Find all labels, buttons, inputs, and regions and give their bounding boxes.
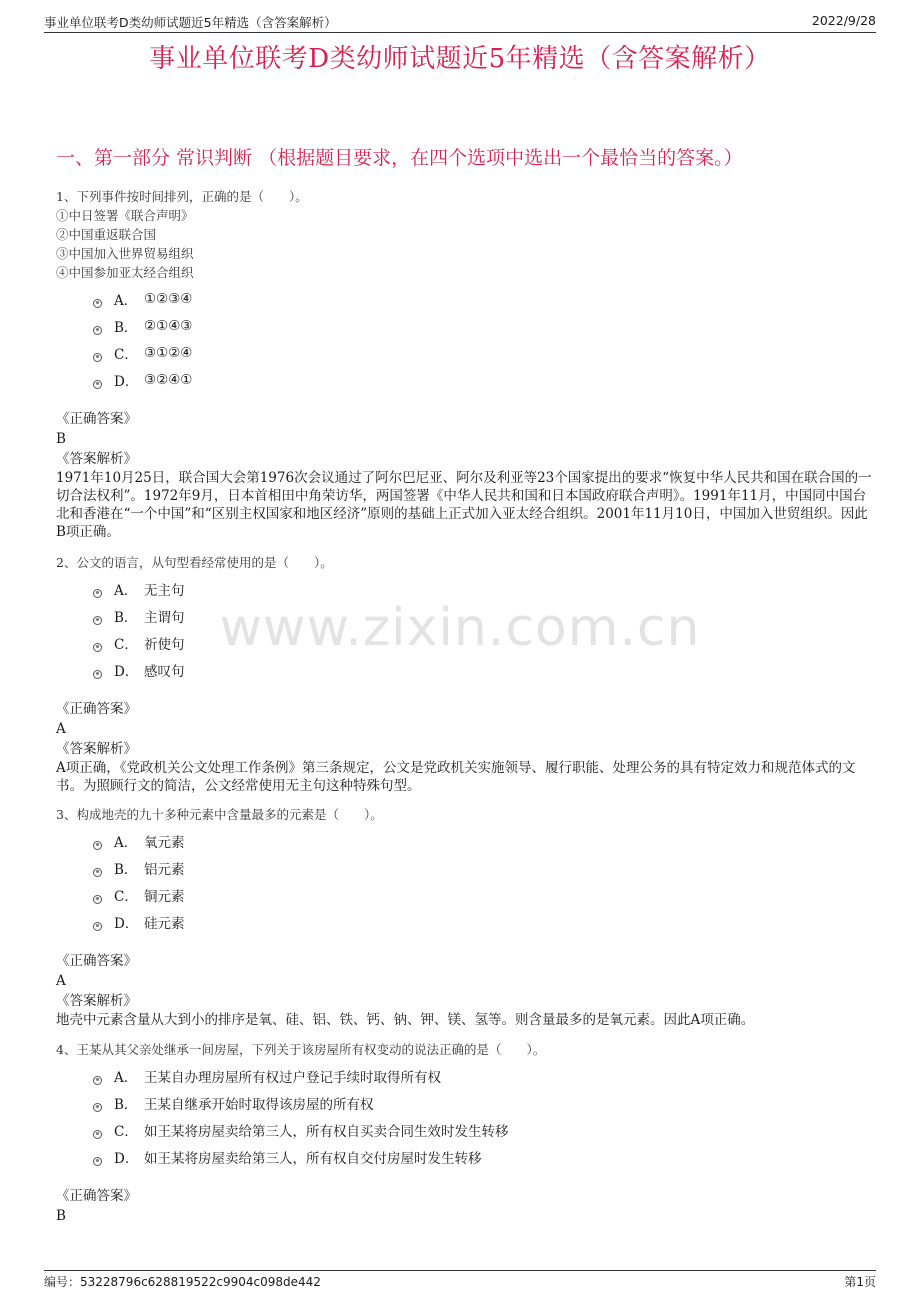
document-title: 事业单位联考D类幼师试题近5年精选（含答案解析） xyxy=(149,44,771,74)
option-key: C． xyxy=(114,888,138,905)
question-text: 1、下列事件按时间排列，正确的是（ ）。 xyxy=(56,189,308,204)
options-list xyxy=(56,285,876,393)
option-text: 硅元素 xyxy=(144,915,185,932)
radio-icon[interactable] xyxy=(93,380,102,389)
option-a[interactable] xyxy=(56,285,876,312)
radio-icon[interactable] xyxy=(93,895,102,904)
option-key: C． xyxy=(114,1123,138,1140)
option-text: ③②④① xyxy=(144,371,193,388)
option-key: C． xyxy=(114,346,138,363)
watermark: www.zixin.com.cn xyxy=(219,598,701,658)
question-1 xyxy=(56,187,876,541)
option-b[interactable] xyxy=(56,312,876,339)
option-key: B． xyxy=(114,1096,138,1113)
option-b[interactable] xyxy=(56,602,876,629)
option-a[interactable] xyxy=(56,1062,876,1089)
page-footer xyxy=(44,1270,876,1289)
analysis-text: 地壳中元素含量从大到小的排序是氧、硅、铝、铁、钙、钠、钾、镁、氢等。则含量最多的是氧元素。因此A项正确。 xyxy=(56,1012,755,1028)
radio-icon[interactable] xyxy=(93,299,102,308)
radio-icon[interactable] xyxy=(93,1076,102,1085)
stem-line: ②中国重返联合国 xyxy=(56,227,157,242)
correct-answer-label: 《正确答案》 xyxy=(56,1188,137,1204)
radio-icon[interactable] xyxy=(93,616,102,625)
options-list xyxy=(56,1062,876,1170)
option-text: 祈使句 xyxy=(144,636,185,653)
option-d[interactable] xyxy=(56,366,876,393)
option-c[interactable] xyxy=(56,1116,876,1143)
radio-icon[interactable] xyxy=(93,670,102,679)
analysis-text: 1971年10月25日，联合国大会第1976次会议通过了阿尔巴尼亚、阿尔及利亚等23个国家提出的要求“恢复中华人民共和国在联合国的一切合法权利”。1972年9月，日本首相田中角荣访华，两国签署《中华人民共和国和日本国政府联合声明》。1991年11月，中国同中国台北和香港在“一个中国”和“区别主权国家和地区经济”原则的基础上正式加入亚太经合组织。2001年11月10日，中国加入世贸组织。因此B项正确。 xyxy=(56,470,872,540)
option-a[interactable] xyxy=(56,575,876,602)
correct-answer-value: A xyxy=(56,721,66,737)
analysis-label: 《答案解析》 xyxy=(56,451,137,467)
option-text: 感叹句 xyxy=(144,663,185,680)
radio-icon[interactable] xyxy=(93,326,102,335)
correct-answer-value: A xyxy=(56,973,66,989)
question-stem xyxy=(56,187,876,282)
option-c[interactable] xyxy=(56,881,876,908)
option-key: B． xyxy=(114,861,138,878)
correct-answer-label: 《正确答案》 xyxy=(56,701,137,717)
analysis-label: 《答案解析》 xyxy=(56,741,137,757)
question-4 xyxy=(56,1040,876,1226)
option-c[interactable] xyxy=(56,629,876,656)
option-b[interactable] xyxy=(56,1089,876,1116)
radio-icon[interactable] xyxy=(93,353,102,362)
option-key: C． xyxy=(114,636,138,653)
radio-icon[interactable] xyxy=(93,643,102,652)
option-key: B． xyxy=(114,609,138,626)
page-header xyxy=(44,10,876,33)
question-3 xyxy=(56,805,876,1029)
header-date: 2022/9/28 xyxy=(811,13,876,28)
option-text: 氧元素 xyxy=(144,834,185,851)
radio-icon[interactable] xyxy=(93,1103,102,1112)
option-text: 王某自办理房屋所有权过户登记手续时取得所有权 xyxy=(144,1069,441,1086)
option-key: D． xyxy=(114,915,139,932)
question-stem xyxy=(56,805,876,824)
analysis-label: 《答案解析》 xyxy=(56,993,137,1009)
section-title: 一、第一部分 常识判断 （根据题目要求，在四个选项中选出一个最恰当的答案。） xyxy=(56,147,743,169)
option-c[interactable] xyxy=(56,339,876,366)
option-text: 主谓句 xyxy=(144,609,185,626)
page-number: 第1页 xyxy=(844,1275,876,1289)
option-d[interactable] xyxy=(56,656,876,683)
correct-answer-label: 《正确答案》 xyxy=(56,411,137,427)
question-text: 2、公文的语言，从句型看经常使用的是（ ）。 xyxy=(56,555,333,570)
stem-line: ④中国参加亚太经合组织 xyxy=(56,265,194,280)
question-text: 4、王某从其父亲处继承一间房屋，下列关于该房屋所有权变动的说法正确的是（ ）。 xyxy=(56,1042,546,1057)
stem-line: ①中日签署《联合声明》 xyxy=(56,208,194,223)
option-key: D． xyxy=(114,663,139,680)
option-text: 如王某将房屋卖给第三人，所有权自买卖合同生效时发生转移 xyxy=(144,1123,509,1140)
header-doc-name: 事业单位联考D类幼师试题近5年精选（含答案解析） xyxy=(44,15,337,30)
option-key: A． xyxy=(114,1069,138,1086)
radio-icon[interactable] xyxy=(93,1130,102,1139)
question-stem xyxy=(56,1040,876,1059)
option-key: D． xyxy=(114,1150,139,1167)
option-key: B． xyxy=(114,319,138,336)
radio-icon[interactable] xyxy=(93,841,102,850)
question-2 xyxy=(56,553,876,795)
option-text: ③①②④ xyxy=(144,344,193,361)
option-key: A． xyxy=(114,292,138,309)
option-text: 铝元素 xyxy=(144,861,185,878)
radio-icon[interactable] xyxy=(93,589,102,598)
options-list xyxy=(56,827,876,935)
stem-line: ③中国加入世界贸易组织 xyxy=(56,246,194,261)
radio-icon[interactable] xyxy=(93,868,102,877)
footer-doc-id: 编号：53228796c628819522c9904c098de442 xyxy=(44,1275,321,1289)
option-text: ①②③④ xyxy=(144,290,193,307)
option-d[interactable] xyxy=(56,908,876,935)
option-text: 如王某将房屋卖给第三人，所有权自交付房屋时发生转移 xyxy=(144,1150,482,1167)
question-stem xyxy=(56,553,876,572)
option-d[interactable] xyxy=(56,1143,876,1170)
question-text: 3、构成地壳的九十多种元素中含量最多的元素是（ ）。 xyxy=(56,807,383,822)
radio-icon[interactable] xyxy=(93,1157,102,1166)
option-text: 王某自继承开始时取得该房屋的所有权 xyxy=(144,1096,374,1113)
option-text: 无主句 xyxy=(144,582,185,599)
options-list xyxy=(56,575,876,683)
radio-icon[interactable] xyxy=(93,922,102,931)
option-b[interactable] xyxy=(56,854,876,881)
option-key: A． xyxy=(114,834,138,851)
option-text: ②①④③ xyxy=(144,317,193,334)
option-key: D． xyxy=(114,373,139,390)
correct-answer-value: B xyxy=(56,1208,66,1224)
option-a[interactable] xyxy=(56,827,876,854)
option-key: A． xyxy=(114,582,138,599)
analysis-text: A项正确，《党政机关公文处理工作条例》第三条规定，公文是党政机关实施领导、履行职能、处理公务的具有特定效力和规范体式的文书。为照顾行文的简洁，公文经常使用无主句这种特殊句型。 xyxy=(56,760,856,794)
correct-answer-value: B xyxy=(56,431,66,447)
correct-answer-label: 《正确答案》 xyxy=(56,953,137,969)
option-text: 铜元素 xyxy=(144,888,185,905)
